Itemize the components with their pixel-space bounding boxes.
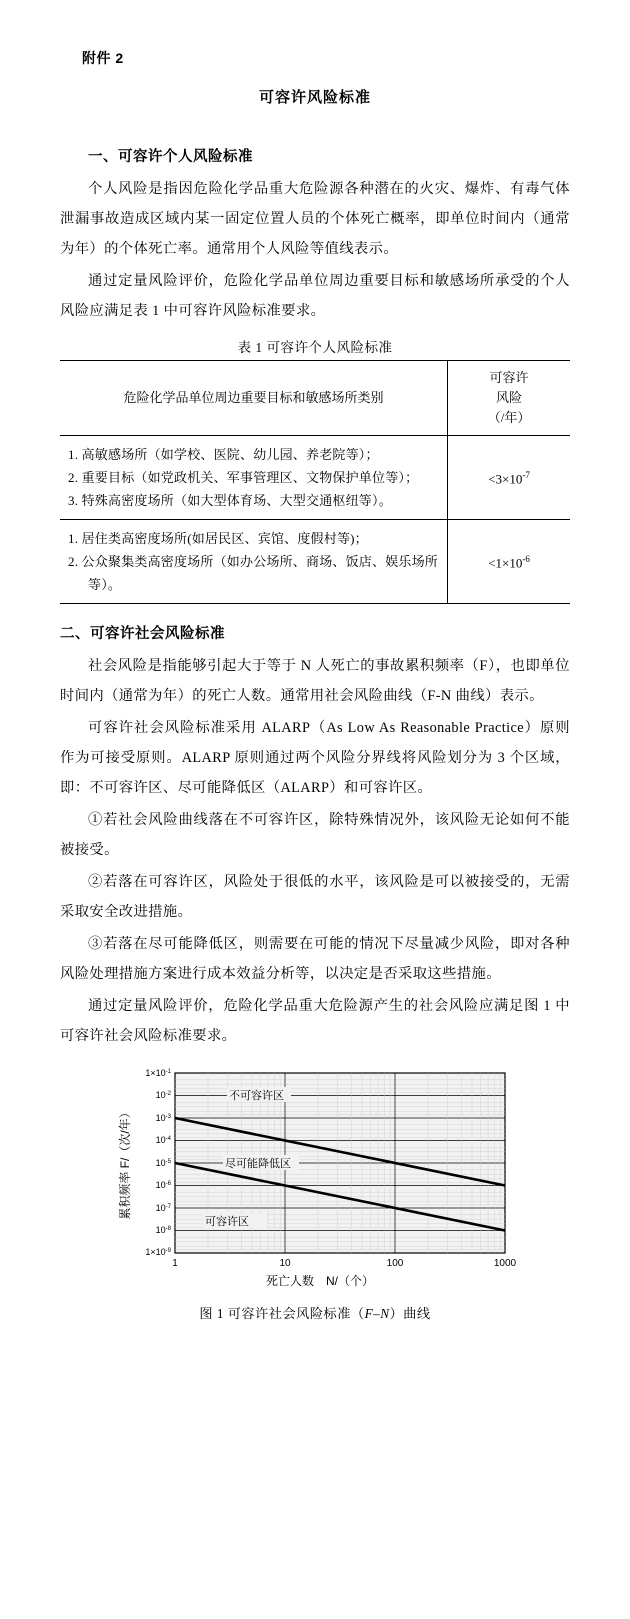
risk-value-base: <1×10 [488, 555, 523, 571]
x-tick-labels [172, 1258, 516, 1269]
table-cell-value [448, 520, 570, 604]
section1-paragraph-2: 通过定量风险评价，危险化学品单位周边重要目标和敏感场所承受的个人风险应满足表 1 中可容许风险标准要求。 [60, 273, 570, 319]
list-item: 高敏感场所（如学校、医院、幼儿园、养老院等）； [81, 447, 379, 462]
risk-value-exponent: -7 [522, 470, 530, 481]
table-cell-category [60, 436, 448, 520]
annotation-tolerable: 可容许区 [205, 1216, 249, 1228]
y-axis-label: 累积频率 F/（次/年） [118, 1106, 132, 1220]
svg-text:10-3: $10^{-3}$ [155, 1113, 171, 1123]
x-axis-label: 死亡人数 N/（个） [265, 1274, 375, 1288]
figure-caption [60, 1303, 570, 1322]
risk-value-base: <3×10 [488, 471, 523, 487]
figure-caption-italic: F–N [364, 1306, 390, 1321]
svg-text:1×10-1: $1\times 10^{-1}$ [145, 1068, 171, 1078]
table-cell-value [448, 436, 570, 520]
section-heading-2: 二、可容许社会风险标准 [60, 626, 225, 642]
figure-caption-suffix: ）曲线 [389, 1306, 431, 1321]
list-item: 重要目标（如党政机关、军事管理区、文物保护单位等）； [81, 470, 419, 485]
section2-paragraph-4: ②若落在可容许区，风险处于很低的水平，该风险是可以被接受的，无需采取安全改进措施。 [60, 874, 570, 920]
fn-curve-svg [105, 1063, 525, 1293]
svg-text:10: 10 [279, 1258, 291, 1269]
section2-paragraph-1: 社会风险是指能够引起大于等于 N 人死亡的事故累积频率（F），也即单位时间内（通常为年）的死亡人数。通常用社会风险曲线（F-N 曲线）表示。 [60, 658, 570, 704]
fn-curve-chart [60, 1063, 570, 1293]
attachment-label: 附件 2 [82, 50, 124, 66]
section2-paragraph-5: ③若落在尽可能降低区，则需要在可能的情况下尽量减少风险，即对各种风险处理措施方案进行成本效益分析等，以决定是否采取这些措施。 [60, 936, 570, 982]
figure-caption-prefix: 图 1 可容许社会风险标准（ [199, 1306, 365, 1321]
svg-text:1000: 1000 [493, 1258, 517, 1269]
section1-paragraph-1: 个人风险是指因危险化学品重大危险源各种潜在的火灾、爆炸、有毒气体泄漏事故造成区域内某一固定位置人员的个体死亡概率，即单位时间内（通常为年）的个体死亡率。通常用个人风险等值线表示。 [60, 181, 570, 257]
annotation-alarp: 尽可能降低区 [225, 1158, 291, 1170]
table-caption: 表 1 可容许个人风险标准 [237, 340, 393, 355]
table-cell-category [60, 520, 448, 604]
svg-text:10-2: $10^{-2}$ [155, 1090, 171, 1100]
svg-text:10-8: $10^{-8}$ [155, 1225, 171, 1235]
table-header-row [60, 361, 570, 436]
svg-text:10-4: $10^{-4}$ [155, 1135, 171, 1145]
table-row [60, 436, 570, 520]
svg-text:1×10-9: $1\times 10^{-9}$ [145, 1247, 171, 1257]
table-row [60, 520, 570, 604]
table-header-category: 危险化学品单位周边重要目标和敏感场所类别 [60, 361, 448, 436]
section-heading-1: 一、可容许个人风险标准 [88, 149, 253, 165]
table-header-value: 可容许 风险 （/年） [448, 361, 570, 436]
risk-value-exponent: -6 [522, 554, 530, 565]
y-tick-labels [145, 1068, 171, 1257]
list-item: 公众聚集类高密度场所（如办公场所、商场、饭店、娱乐场所等）。 [81, 554, 439, 592]
annotation-intolerable: 不可容许区 [229, 1090, 284, 1102]
page-title: 可容许风险标准 [258, 89, 371, 106]
section2-paragraph-2: 可容许社会风险标准采用 ALARP（As Low As Reasonable Practice）原则作为可接受原则。ALARP 原则通过两个风险分界线将风险划分为 3 个区域，即：不可容许区、尽可能降低区（ALARP）和可容许区。 [60, 720, 570, 796]
svg-text:100: 100 [386, 1258, 404, 1269]
svg-text:1: 1 [172, 1258, 178, 1269]
list-item: 特殊高密度场所（如大型体育场、大型交通枢纽等）。 [81, 493, 392, 508]
svg-text:10-6: $10^{-6}$ [155, 1180, 171, 1190]
list-item: 居住类高密度场所(如居民区、宾馆、度假村等)； [81, 531, 368, 546]
section2-paragraph-6: 通过定量风险评价，危险化学品重大危险源产生的社会风险应满足图 1 中可容许社会风险标准要求。 [60, 998, 570, 1044]
individual-risk-table [60, 360, 570, 604]
svg-text:10-7: $10^{-7}$ [155, 1203, 171, 1213]
svg-text:10-5: $10^{-5}$ [155, 1158, 171, 1168]
section2-paragraph-3: ①若社会风险曲线落在不可容许区，除特殊情况外，该风险无论如何不能被接受。 [60, 812, 570, 858]
